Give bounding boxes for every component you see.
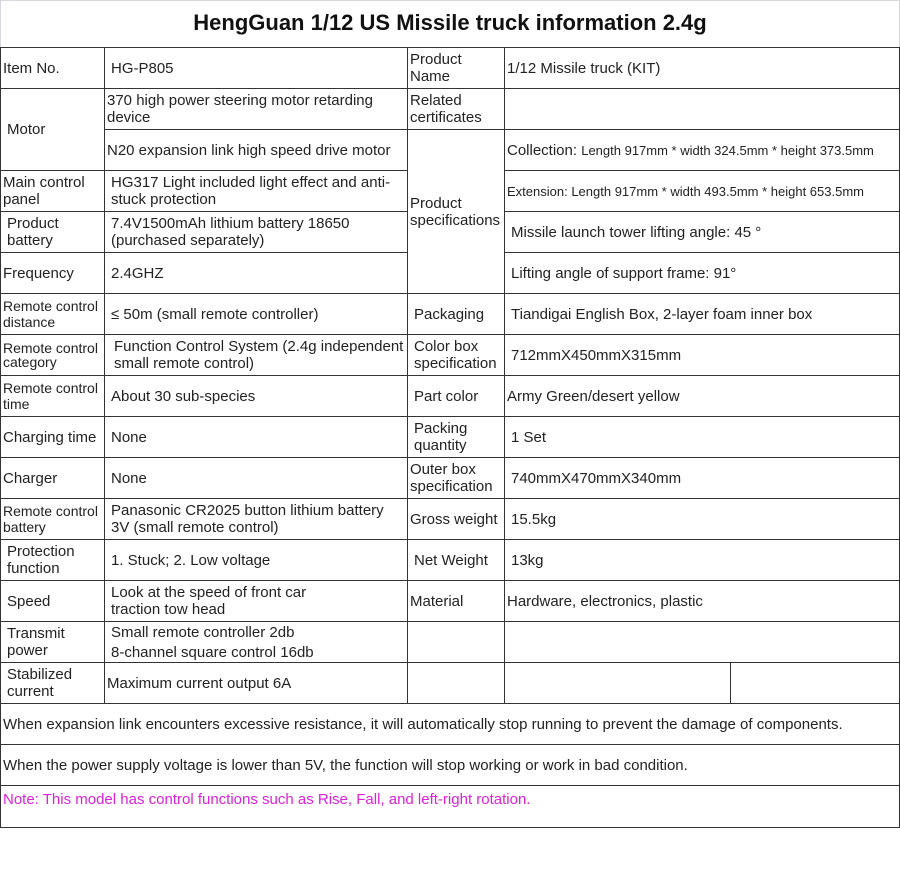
product-name-label: Product Name — [408, 48, 505, 89]
main-control-panel-value: HG317 Light included light effect and anti-stuck protection — [105, 171, 408, 212]
item-no-value: HG-P805 — [105, 48, 408, 89]
gross-weight-label: Gross weight — [408, 499, 505, 540]
missile-angle-value: Missile launch tower lifting angle: 45 ° — [505, 212, 900, 253]
protection-function-label: Protection function — [1, 540, 105, 581]
product-battery-value: 7.4V1500mAh lithium battery 18650 (purchased separately) — [105, 212, 408, 253]
support-angle-value: Lifting angle of support frame: 91° — [505, 253, 900, 294]
collection-prefix: Collection: — [507, 141, 578, 159]
frequency-label: Frequency — [1, 253, 105, 294]
product-specifications-label: Product specifications — [408, 130, 505, 294]
material-label: Material — [408, 581, 505, 622]
page-title: HengGuan 1/12 US Missile truck information 2.4g — [0, 0, 900, 47]
note-power-supply: When the power supply voltage is lower than 5V, the function will stop working or work in bad condition. — [1, 745, 900, 786]
extension-prefix: Extension: — [507, 183, 568, 199]
packaging-label: Packaging — [408, 294, 505, 335]
main-control-panel-label: Main control panel — [1, 171, 105, 212]
protection-function-value: 1. Stuck; 2. Low voltage — [105, 540, 408, 581]
remote-control-time-label: Remote control time — [1, 376, 105, 417]
packing-quantity-label: Packing quantity — [408, 417, 505, 458]
speed-value: Look at the speed of front car traction tow head — [105, 581, 408, 622]
table-row — [1, 130, 900, 171]
net-weight-label: Net Weight — [408, 540, 505, 581]
stabilized-current-label: Stabilized current — [1, 663, 105, 704]
charger-value: None — [105, 458, 408, 499]
empty-cell — [408, 663, 505, 704]
speed-label: Speed — [1, 581, 105, 622]
extension-value — [505, 171, 900, 212]
net-weight-value: 13kg — [505, 540, 900, 581]
material-value: Hardware, electronics, plastic — [505, 581, 900, 622]
transmit-power-line-1: Small remote controller 2db — [111, 623, 295, 641]
charging-time-value: None — [105, 417, 408, 458]
empty-cell — [731, 663, 900, 704]
remote-control-distance-label: Remote control distance — [1, 294, 105, 335]
table-row — [1, 622, 900, 663]
table-row — [1, 48, 900, 89]
frequency-value: 2.4GHZ — [105, 253, 408, 294]
transmit-power-line-2: 8-channel square control 16db — [111, 643, 314, 661]
collection-value — [505, 130, 900, 171]
part-color-value: Army Green/desert yellow — [505, 376, 900, 417]
collection-dimensions: Length 917mm * width 324.5mm * height 373.5mm — [581, 142, 874, 158]
part-color-label: Part color — [408, 376, 505, 417]
outer-box-specification-label: Outer box specification — [408, 458, 505, 499]
table-row — [1, 294, 900, 335]
color-box-specification-label: Color box specification — [408, 335, 505, 376]
related-certificates-value — [505, 89, 900, 130]
stabilized-current-value: Maximum current output 6A — [105, 663, 408, 704]
motor-value-2: N20 expansion link high speed drive motor — [105, 130, 408, 171]
charger-label: Charger — [1, 458, 105, 499]
remote-control-battery-value: Panasonic CR2025 button lithium battery 3V (small remote control) — [105, 499, 408, 540]
spec-table — [0, 47, 900, 828]
remote-control-time-value: About 30 sub-species — [105, 376, 408, 417]
empty-cell — [408, 622, 505, 663]
related-certificates-label: Related certificates — [408, 89, 505, 130]
table-row — [1, 376, 900, 417]
table-row — [1, 786, 900, 828]
product-name-value: 1/12 Missile truck (KIT) — [505, 48, 900, 89]
gross-weight-value: 15.5kg — [505, 499, 900, 540]
charging-time-label: Charging time — [1, 417, 105, 458]
note-expansion-link: When expansion link encounters excessive resistance, it will automatically stop running to prevent the damage of components. — [1, 704, 900, 745]
table-row — [1, 499, 900, 540]
table-row — [1, 704, 900, 745]
motor-value-1: 370 high power steering motor retarding device — [105, 89, 408, 130]
table-row — [1, 458, 900, 499]
empty-cell — [505, 622, 900, 663]
table-row — [1, 540, 900, 581]
remote-control-category-label: Remote control category — [1, 335, 105, 376]
packing-quantity-value: 1 Set — [505, 417, 900, 458]
remote-control-category-value: Function Control System (2.4g independent small remote control) — [105, 335, 408, 376]
empty-cell — [505, 663, 731, 704]
table-row — [1, 581, 900, 622]
item-no-label: Item No. — [1, 48, 105, 89]
color-box-specification-value: 712mmX450mmX315mm — [505, 335, 900, 376]
table-row — [1, 335, 900, 376]
product-battery-label: Product battery — [1, 212, 105, 253]
table-row — [1, 89, 900, 130]
motor-label: Motor — [1, 89, 105, 171]
transmit-power-label: Transmit power — [1, 622, 105, 663]
table-row — [1, 663, 900, 704]
extension-dimensions: Length 917mm * width 493.5mm * height 653.5mm — [571, 183, 864, 199]
table-row — [1, 417, 900, 458]
note-control-functions: Note: This model has control functions such as Rise, Fall, and left-right rotation. — [1, 786, 900, 828]
remote-control-battery-label: Remote control battery — [1, 499, 105, 540]
outer-box-specification-value: 740mmX470mmX340mm — [505, 458, 900, 499]
table-row — [1, 745, 900, 786]
transmit-power-value — [105, 622, 408, 663]
packaging-value: Tiandigai English Box, 2-layer foam inner box — [505, 294, 900, 335]
remote-control-distance-value: ≤ 50m (small remote controller) — [105, 294, 408, 335]
